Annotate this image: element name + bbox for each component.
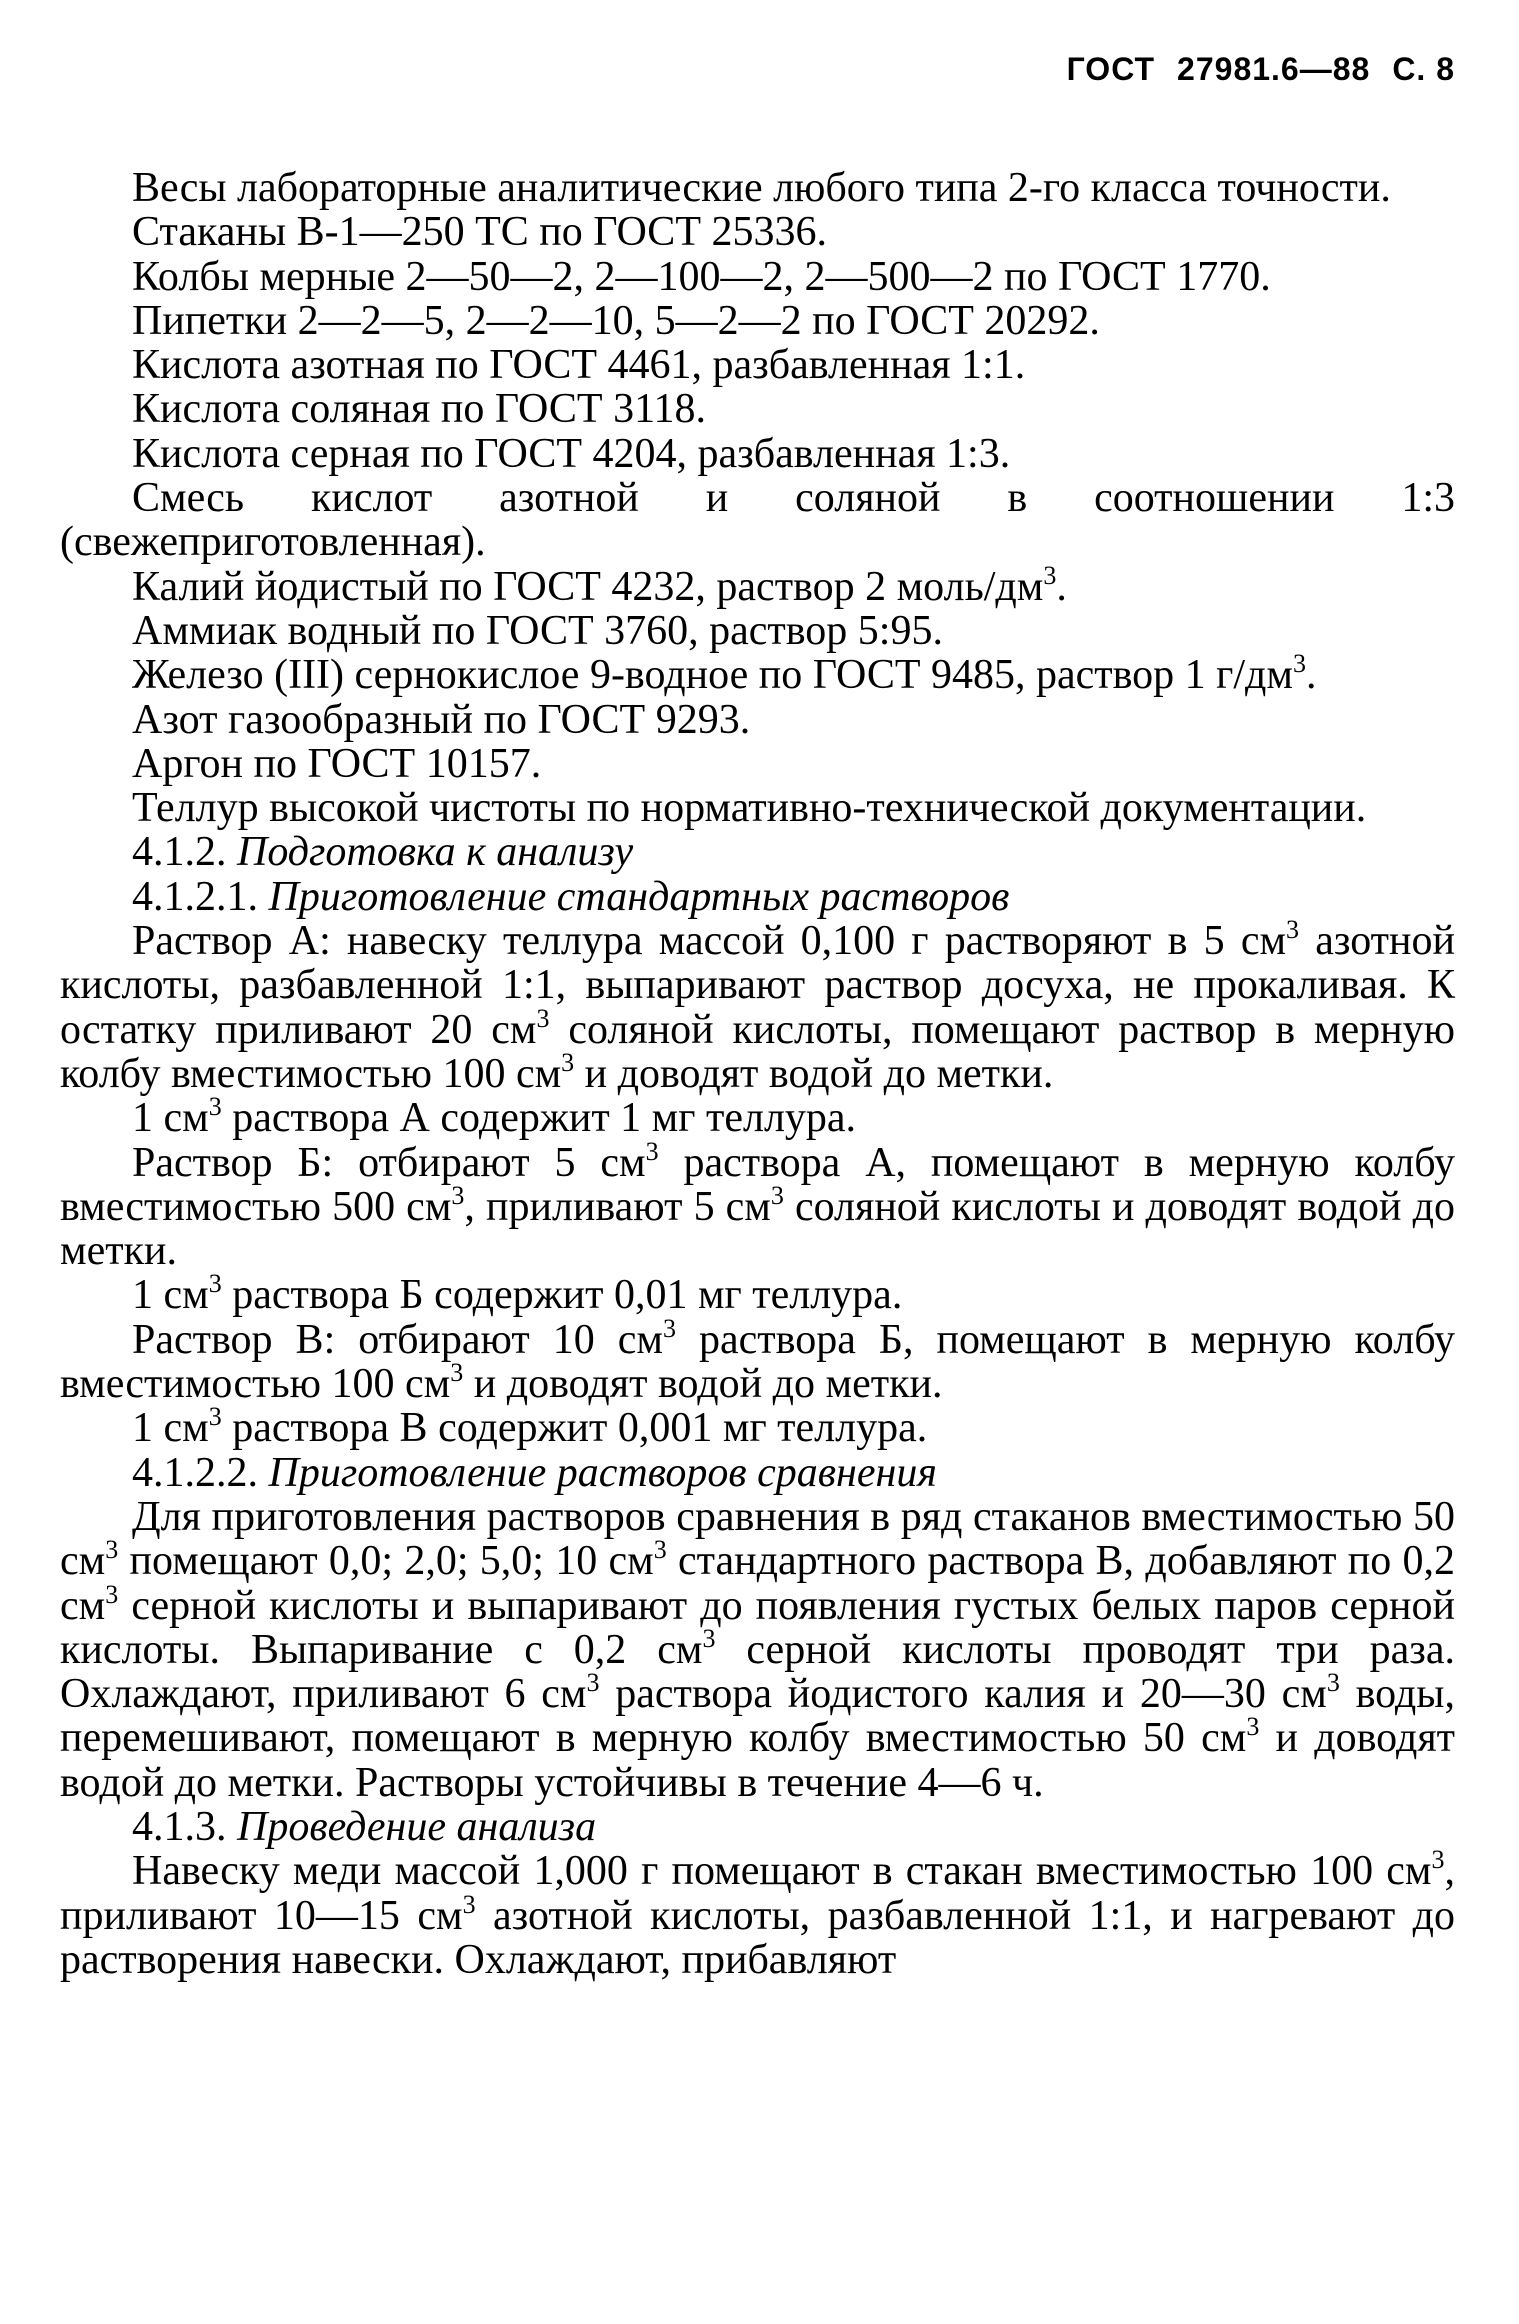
section-heading-4-1-3: 4.1.3. Проведение анализа (132, 1803, 597, 1850)
paragraph-analysis-procedure: Навеску меди массой 1,000 г помещают в стакан вместимостью 100 $см^3$, приливают 10—15 $см^3$ азотной кислоты, разбавленной 1:1, и нагревают до растворения навески. Охлаждают, прибавляют (60, 1845, 1455, 1983)
paragraph-hydrochloric-acid: Кислота соляная по ГОСТ 3118. (132, 386, 707, 433)
section-heading-4-1-2-2: 4.1.2.2. Приготовление растворов сравнения (132, 1449, 937, 1496)
paragraph-solution-v: Раствор В: отбирают 10 $см^3$ раствора Б, помещают в мерную колбу вместимостью 100 $см^3$ и доводят водой до метки. (60, 1313, 1455, 1408)
paragraph-flasks: Колбы мерные 2—50—2, 2—100—2, 2—500—2 по ГОСТ 1770. (132, 253, 1271, 300)
paragraph-nitric-acid: Кислота азотная по ГОСТ 4461, разбавленная 1:1. (132, 342, 1026, 389)
paragraph-potassium-iodide: Калий йодистый по ГОСТ 4232, раствор 2 моль/$дм^3$. (132, 560, 1067, 610)
paragraph-argon: Аргон по ГОСТ 10157. (132, 740, 542, 787)
paragraph-comparison-solutions: Для приготовления растворов сравнения в ряд стаканов вместимостью 50 $см^3$ помещают 0,0; 2,0; 5,0; 10 $см^3$ стандартного раствора В, добавляют по 0,2 $см^3$ серной кислоты и выпаривают до появления густых белых паров серной кислоты. Выпаривание с 0,2 $см^3$ серной кислоты проводят три раза. Охлаждают, приливают 6 $см^3$ раствора йодистого калия и 20—30 $см^3$ воды, перемешивают, помещают в мерную колбу вместимостью 50 $см^3$ и доводят водой до метки. Растворы устойчивы в течение 4—6 ч. (60, 1493, 1456, 1806)
paragraph-sulfuric-acid: Кислота серная по ГОСТ 4204, разбавленная 1:3. (132, 430, 1011, 477)
paragraph-pipettes: Пипетки 2—2—5, 2—2—10, 5—2—2 по ГОСТ 20292. (132, 297, 1100, 344)
section-heading-4-1-2: 4.1.2. Подготовка к анализу (132, 829, 634, 876)
paragraph-solution-b: Раствор Б: отбирают 5 $см^3$ раствора А, помещают в мерную колбу вместимостью 500 $см^3$, приливают 5 $см^3$ соляной кислоты и доводят водой до метки. (60, 1136, 1456, 1275)
document-body (60, 166, 1455, 1982)
paragraph-scales: Весы лабораторные аналитические любого типа 2-го класса точности. (132, 165, 1391, 211)
paragraph-solution-b-content: 1 $см^3$ раствора Б содержит 0,01 мг теллура. (132, 1269, 903, 1319)
paragraph-acid-mixture: Смесь кислот азотной и соляной в соотношении 1:3 (свежеприготовленная). (60, 475, 1455, 566)
paragraph-solution-v-content: 1 $см^3$ раствора В содержит 0,001 мг теллура. (132, 1402, 928, 1452)
header-page-number: С. 8 (1392, 51, 1455, 87)
paragraph-tellurium: Теллур высокой чистоты по нормативно-технической документации. (132, 785, 1367, 832)
document-page (60, 40, 1455, 1982)
header-standard-number: 27981.6—88 (1177, 51, 1371, 87)
paragraph-beakers: Стаканы В-1—250 ТС по ГОСТ 25336. (132, 209, 827, 256)
paragraph-iron-sulfate: Железо (III) сернокислое 9-водное по ГОСТ 9485, раствор 1 $г/дм^3$. (132, 649, 1317, 699)
header-gost: ГОСТ (1066, 51, 1156, 87)
paragraph-solution-a: Раствор А: навеску теллура массой 0,100 г растворяют в 5 $см^3$ азотной кислоты, разбавленной 1:1, выпаривают раствор досуха, не прокаливая. К остатку приливают 20 $см^3$ соляной кислоты, помещают раствор в мерную колбу вместимостью 100 $см^3$ и доводят водой до метки. (60, 915, 1455, 1097)
section-heading-4-1-2-1: 4.1.2.1. Приготовление стандартных растворов (132, 873, 1010, 920)
paragraph-ammonia: Аммиак водный по ГОСТ 3760, раствор 5:95. (132, 607, 943, 654)
page-header (60, 40, 1455, 98)
paragraph-solution-a-content: 1 $см^3$ раствора А содержит 1 мг теллура. (132, 1092, 857, 1142)
paragraph-nitrogen: Азот газообразный по ГОСТ 9293. (132, 696, 751, 743)
